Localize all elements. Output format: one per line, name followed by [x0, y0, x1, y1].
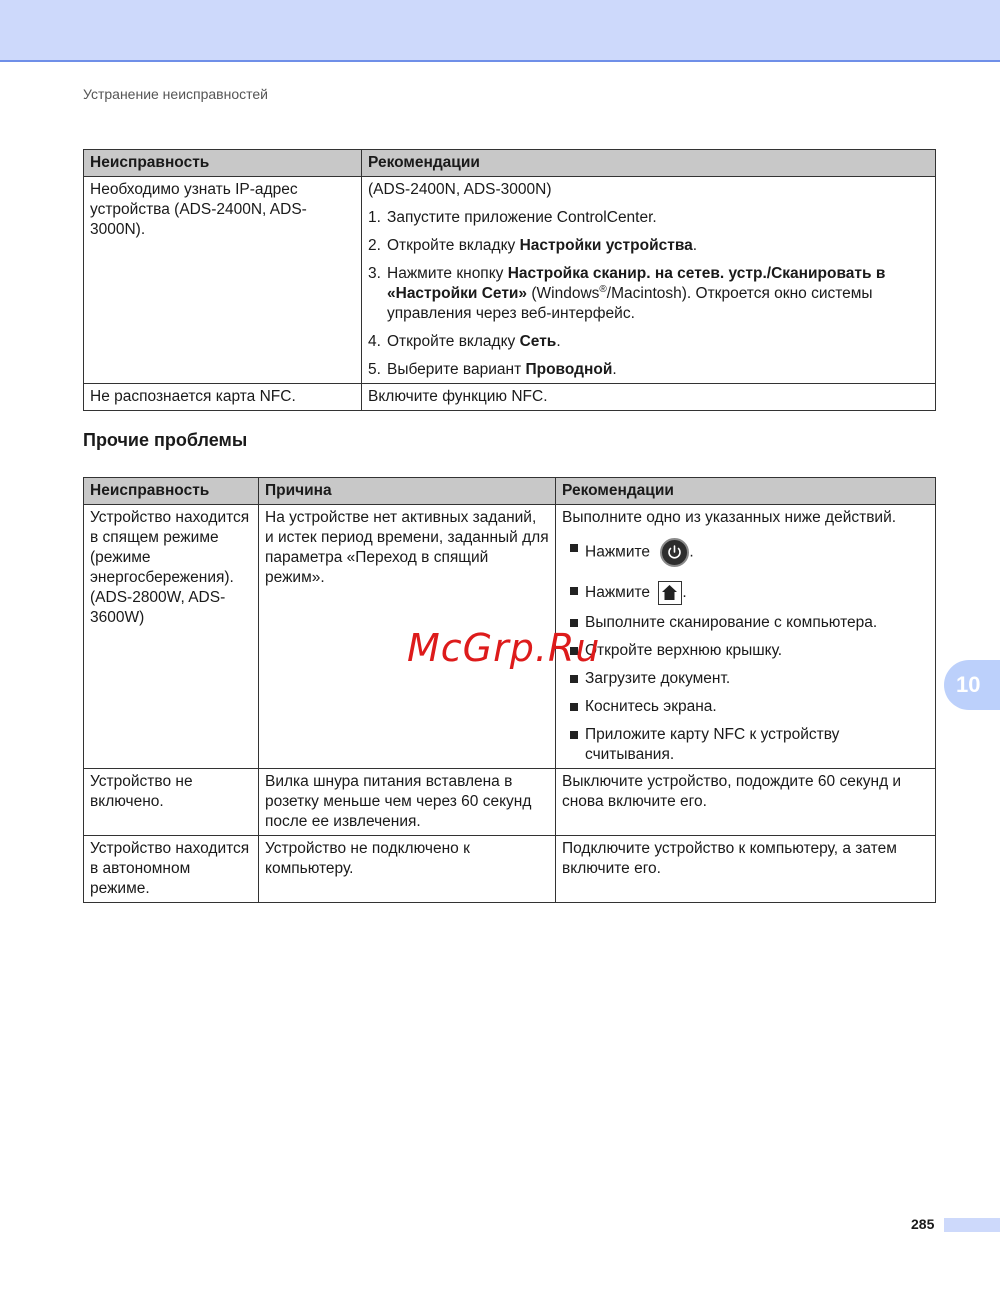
- column-header-recommendations: Рекомендации: [556, 478, 936, 505]
- recommendation-intro: Выполните одно из указанных ниже действий.: [562, 509, 897, 526]
- action-list: [562, 538, 929, 765]
- problem-cell: Устройство находится в автономном режиме.: [84, 836, 259, 903]
- recommendation-cell: Включите функцию NFC.: [362, 384, 936, 411]
- troubleshooting-table-network: [83, 149, 936, 411]
- watermark-logo: McGrp.Ru: [407, 626, 601, 670]
- recommendation-cell: [556, 505, 936, 769]
- problem-cell: Не распознается карта NFC.: [84, 384, 362, 411]
- cause-cell: На устройстве нет активных заданий, и истек период времени, заданный для параметра «Переход в спящий режим».: [259, 505, 556, 769]
- table-row: [84, 177, 936, 384]
- table-header-row: [84, 150, 936, 177]
- home-button-icon: [658, 581, 682, 605]
- power-button-icon: [660, 538, 689, 567]
- troubleshooting-table-other: [83, 477, 936, 903]
- column-header-problem: Неисправность: [84, 478, 259, 505]
- table-header-row: [84, 478, 936, 505]
- column-header-problem: Неисправность: [84, 150, 362, 177]
- problem-cell: Необходимо узнать IP-адрес устройства (ADS-2400N, ADS-3000N).: [84, 177, 362, 384]
- chapter-number: 10: [956, 672, 981, 697]
- steps-list: [368, 208, 929, 380]
- bullet-square-icon: [570, 703, 578, 711]
- step-item: 2. Откройте вкладку Настройки устройства.: [368, 237, 698, 254]
- list-item: Коснитесь экрана.: [562, 697, 929, 717]
- column-header-recommendations: Рекомендации: [362, 150, 936, 177]
- table-row: [84, 769, 936, 836]
- bullet-square-icon: [570, 587, 578, 595]
- models-note: (ADS-2400N, ADS-3000N): [368, 181, 552, 198]
- footer-bar: [944, 1218, 1000, 1232]
- cause-cell: Вилка шнура питания вставлена в розетку меньше чем через 60 секунд после ее извлечения.: [259, 769, 556, 836]
- bullet-square-icon: [570, 731, 578, 739]
- problem-cell: Устройство не включено.: [84, 769, 259, 836]
- top-banner: [0, 0, 1000, 62]
- bullet-square-icon: [570, 675, 578, 683]
- recommendation-cell: Подключите устройство к компьютеру, а затем включите его.: [556, 836, 936, 903]
- step-item: 3. Нажмите кнопку Настройка сканир. на сетев. устр./Сканировать в «Настройки Сети» (Windows®/Macintosh). Откроется окно системы управления через веб-интерфейс.: [368, 265, 886, 322]
- list-item: Нажмите .: [562, 538, 929, 567]
- list-item: Откройте верхнюю крышку.: [562, 641, 929, 661]
- list-item: Загрузите документ.: [562, 669, 929, 689]
- table-row: [84, 384, 936, 411]
- page-number: 285: [911, 1216, 935, 1232]
- table-row: [84, 836, 936, 903]
- step-item: 1. Запустите приложение ControlCenter.: [368, 209, 657, 226]
- list-item: Приложите карту NFC к устройству считывания.: [562, 725, 929, 765]
- list-item: Выполните сканирование с компьютера.: [562, 613, 929, 633]
- step-item: 5. Выберите вариант Проводной.: [368, 361, 617, 378]
- running-header: Устранение неисправностей: [83, 86, 268, 102]
- step-item: 4. Откройте вкладку Сеть.: [368, 333, 561, 350]
- list-item: Нажмите .: [562, 581, 929, 605]
- recommendation-cell: Выключите устройство, подождите 60 секунд и снова включите его.: [556, 769, 936, 836]
- column-header-cause: Причина: [259, 478, 556, 505]
- section-heading: Прочие проблемы: [83, 430, 248, 450]
- problem-cell: Устройство находится в спящем режиме (режиме энергосбережения). (ADS-2800W, ADS-3600W): [84, 505, 259, 769]
- cause-cell: Устройство не подключено к компьютеру.: [259, 836, 556, 903]
- recommendation-cell: [362, 177, 936, 384]
- bullet-square-icon: [570, 544, 578, 552]
